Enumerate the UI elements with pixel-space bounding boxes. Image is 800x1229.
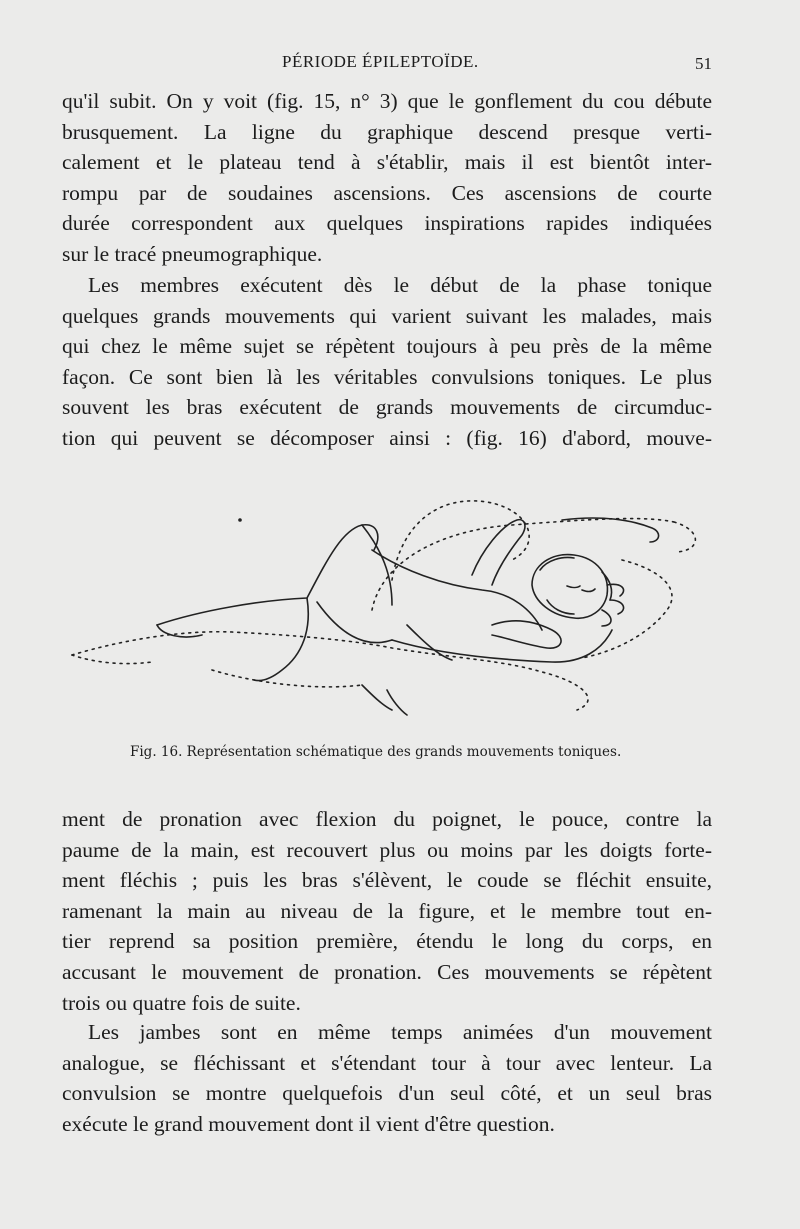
text-line: exécute le grand mouvement dont il vient d'être question.	[62, 1111, 555, 1136]
text-line: tion qui peuvent se décomposer ainsi : (fig. 16) d'abord, mouve-	[62, 425, 712, 450]
text-line: façon. Ce sont bien là les véritables convulsions toniques. Le plus	[62, 364, 712, 389]
text-line: ment fléchis ; puis les bras s'élèvent, le coude se fléchit ensuite,	[62, 868, 712, 893]
text-line: analogue, se fléchissant et s'étendant tour à tour avec lenteur. La	[62, 1050, 712, 1075]
paragraph-1	[62, 86, 712, 270]
text-line: qui chez le même sujet se répètent toujours à peu près de la même	[62, 334, 712, 359]
paragraph-2	[62, 270, 712, 454]
text-line: calement et le plateau tend à s'établir, mais il est bientôt inter-	[62, 150, 712, 175]
text-line: ment de pronation avec flexion du poignet, le pouce, contre la	[62, 807, 712, 831]
paragraph-3	[62, 804, 712, 1018]
text-line: accusant le mouvement de pronation. Ces mouvements se répètent	[62, 959, 712, 984]
page-header	[62, 50, 712, 78]
text-line: convulsion se montre quelquefois d'un seul côté, et un seul bras	[62, 1081, 712, 1106]
text-line: trois ou quatre fois de suite.	[62, 990, 301, 1015]
text-line: durée correspondent aux quelques inspirations rapides indiquées	[62, 211, 712, 236]
text-line: quelques grands mouvements qui varient suivant les malades, mais	[62, 303, 712, 328]
figure-caption: Fig. 16. Représentation schématique des grands mouvements toniques.	[130, 744, 622, 760]
text-line: Les membres exécutent dès le début de la phase tonique	[88, 273, 712, 297]
text-line: Les jambes sont en même temps animées d'un mouvement	[88, 1020, 712, 1044]
running-head: PÉRIODE ÉPILEPTOÏDE.	[282, 52, 479, 71]
text-line: brusquement. La ligne du graphique descend presque verti-	[62, 119, 712, 144]
text-line: ramenant la main au niveau de la figure, et le membre tout en-	[62, 898, 712, 923]
text-line: paume de la main, est recouvert plus ou moins par les doigts forte-	[62, 837, 712, 862]
page-number: 51	[695, 54, 712, 73]
text-line: tier reprend sa position première, étendu le long du corps, en	[62, 929, 712, 954]
text-line: rompu par de soudaines ascensions. Ces ascensions de courte	[62, 180, 712, 205]
text-line: qu'il subit. On y voit (fig. 15, n° 3) que le gonflement du cou débute	[62, 89, 712, 113]
paragraph-4	[62, 1017, 712, 1139]
figure-16-illustration	[62, 490, 712, 720]
text-line: sur le tracé pneumographique.	[62, 241, 323, 266]
reclining-figure-drawing	[62, 490, 712, 720]
text-line: souvent les bras exécutent de grands mouvements de circumduc-	[62, 395, 712, 420]
